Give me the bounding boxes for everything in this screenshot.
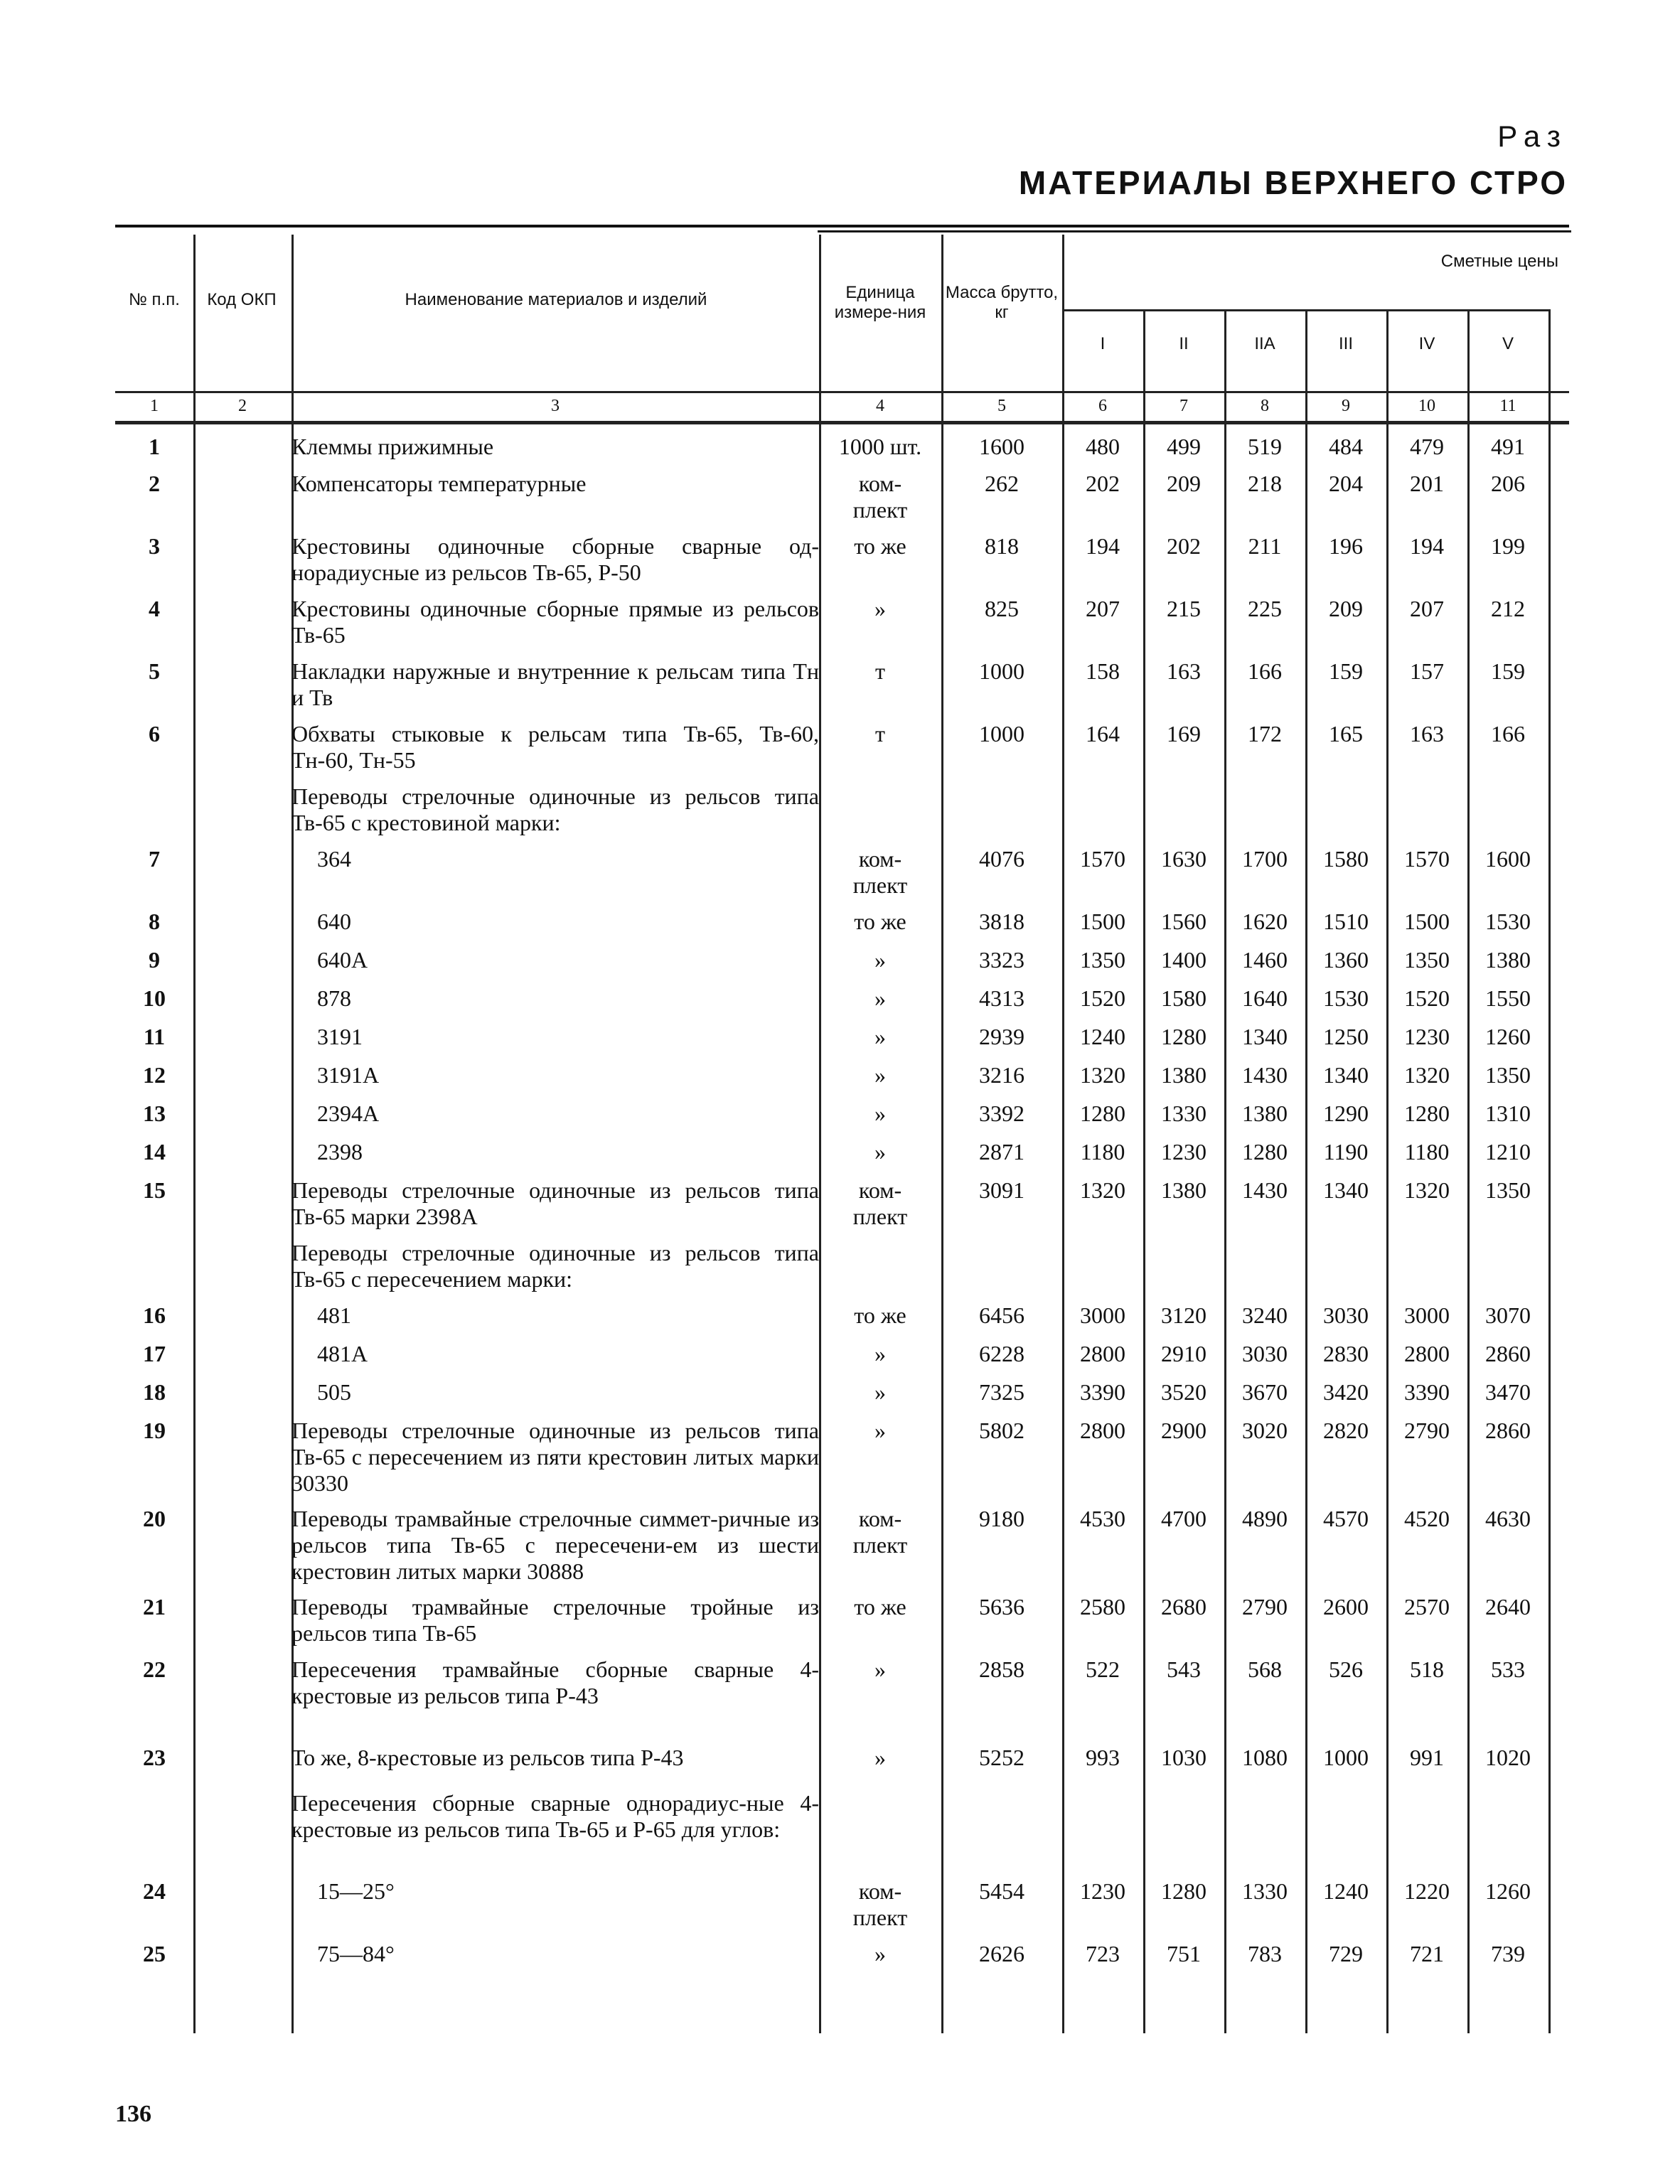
column-number: 5	[997, 397, 1006, 415]
row-divider	[1062, 309, 1548, 311]
item-unit: т	[875, 721, 885, 746]
item-mass: 3216	[979, 1062, 1024, 1088]
column-number: 8	[1261, 397, 1269, 415]
item-unit: ком- плект	[852, 1177, 908, 1229]
item-name: 2398	[317, 1139, 363, 1165]
item-price: 1260	[1485, 1878, 1531, 1904]
column-divider	[1224, 309, 1226, 2033]
item-price: 157	[1410, 658, 1444, 684]
item-price: 739	[1491, 1941, 1525, 1966]
page-number: 136	[115, 2101, 151, 2127]
item-price: 2900	[1161, 1418, 1207, 1443]
row-number: 23	[143, 1745, 166, 1770]
item-unit: »	[874, 1062, 886, 1088]
zone-header: IIА	[1254, 334, 1275, 353]
item-price: 201	[1410, 471, 1444, 496]
item-name: Переводы стрелочные одиночные из рельсов типа Тв-65 с крестовиной марки:	[291, 783, 819, 835]
row-number: 6	[149, 721, 160, 746]
item-price: 518	[1410, 1656, 1444, 1682]
item-name: Пересечения сборные сварные однорадиус-ные 4-крестовые из рельсов типа Тв-65 и Р-65 для углов:	[291, 1790, 819, 1842]
item-price: 206	[1491, 471, 1525, 496]
page-title: МАТЕРИАЛЫ ВЕРХНЕГО СТРО	[1018, 164, 1568, 201]
item-price: 2790	[1404, 1418, 1450, 1443]
item-name: Переводы трамвайные стрелочные симмет-ричные из рельсов типа Тв-65 с пересечени-ем из шести крестовин литых марки 30888	[291, 1506, 819, 1584]
item-mass: 5252	[979, 1745, 1024, 1770]
item-price: 1020	[1485, 1745, 1531, 1770]
header-mass: Масса брутто, кг	[945, 283, 1059, 322]
item-price: 2800	[1404, 1341, 1450, 1366]
item-price: 4700	[1161, 1506, 1207, 1531]
item-price: 3020	[1242, 1418, 1288, 1443]
row-number: 17	[143, 1341, 166, 1366]
row-number: 2	[149, 471, 160, 496]
item-price: 3670	[1242, 1379, 1288, 1405]
row-number: 5	[149, 658, 160, 684]
item-price: 196	[1329, 533, 1363, 559]
top-rule-secondary	[818, 230, 1571, 232]
item-name: 2394А	[317, 1101, 380, 1126]
row-number: 25	[143, 1941, 166, 1966]
row-number: 15	[143, 1177, 166, 1203]
item-mass: 825	[985, 596, 1019, 621]
item-mass: 7325	[979, 1379, 1024, 1405]
item-price: 1620	[1242, 909, 1288, 934]
row-number: 11	[143, 1024, 166, 1049]
item-price: 2830	[1323, 1341, 1369, 1366]
item-name: Переводы стрелочные одиночные из рельсов типа Тв-65 с пересечением марки:	[291, 1240, 819, 1292]
item-price: 4630	[1485, 1506, 1531, 1531]
item-unit: »	[874, 1941, 886, 1966]
item-price: 1520	[1404, 985, 1450, 1011]
item-price: 3030	[1323, 1302, 1369, 1328]
item-price: 3120	[1161, 1302, 1207, 1328]
item-price: 1500	[1404, 909, 1450, 934]
item-price: 1570	[1080, 846, 1125, 872]
item-price: 207	[1410, 596, 1444, 621]
item-mass: 2939	[979, 1024, 1024, 1049]
item-price: 159	[1329, 658, 1363, 684]
item-price: 480	[1086, 434, 1120, 459]
item-price: 1360	[1323, 947, 1369, 973]
item-price: 1380	[1161, 1177, 1207, 1203]
item-unit: то же	[854, 909, 906, 934]
row-number: 13	[143, 1101, 166, 1126]
item-unit: то же	[854, 1594, 906, 1620]
item-name: Переводы стрелочные одиночные из рельсов типа Тв-65 с пересечением из пяти крестовин литых марки 30330	[291, 1418, 819, 1496]
item-price: 164	[1086, 721, 1120, 746]
item-name: 481	[317, 1302, 351, 1328]
column-number: 10	[1418, 397, 1435, 415]
column-divider	[1305, 309, 1307, 2033]
item-price: 1240	[1323, 1878, 1369, 1904]
item-price: 4570	[1323, 1506, 1369, 1531]
item-unit: »	[874, 985, 886, 1011]
header-prices-group: Сметные цены	[1440, 252, 1558, 271]
item-price: 3470	[1485, 1379, 1531, 1405]
item-price: 1430	[1242, 1177, 1288, 1203]
item-price: 2640	[1485, 1594, 1531, 1620]
column-divider	[193, 235, 196, 2033]
item-price: 2580	[1080, 1594, 1125, 1620]
item-price: 1530	[1323, 985, 1369, 1011]
item-price: 1240	[1080, 1024, 1125, 1049]
item-price: 783	[1248, 1941, 1282, 1966]
item-mass: 818	[985, 533, 1019, 559]
item-price: 209	[1167, 471, 1201, 496]
item-price: 1280	[1080, 1101, 1125, 1126]
item-price: 1600	[1485, 846, 1531, 872]
item-price: 4520	[1404, 1506, 1450, 1531]
item-mass: 1600	[979, 434, 1024, 459]
row-number: 21	[143, 1594, 166, 1620]
item-unit: 1000 шт.	[838, 434, 922, 459]
zone-header: V	[1502, 334, 1514, 353]
item-price: 212	[1491, 596, 1525, 621]
item-price: 1380	[1161, 1062, 1207, 1088]
column-number: 7	[1179, 397, 1188, 415]
item-unit: т	[875, 658, 885, 684]
item-price: 165	[1329, 721, 1363, 746]
item-price: 225	[1248, 596, 1282, 621]
item-unit: »	[874, 1024, 886, 1049]
item-price: 1220	[1404, 1878, 1450, 1904]
item-price: 484	[1329, 434, 1363, 459]
item-price: 1520	[1080, 985, 1125, 1011]
row-number: 19	[143, 1418, 166, 1443]
item-price: 3070	[1485, 1302, 1531, 1328]
item-mass: 262	[985, 471, 1019, 496]
item-name: 640А	[317, 947, 368, 973]
item-price: 1400	[1161, 947, 1207, 973]
item-price: 159	[1491, 658, 1525, 684]
item-name: Компенсаторы температурные	[291, 471, 587, 496]
item-price: 1320	[1404, 1062, 1450, 1088]
item-mass: 3392	[979, 1101, 1024, 1126]
item-price: 1340	[1323, 1177, 1369, 1203]
column-divider	[1143, 309, 1145, 2033]
item-price: 1280	[1242, 1139, 1288, 1165]
column-divider	[1467, 309, 1470, 2033]
row-number: 7	[149, 846, 160, 872]
item-name: Крестовины одиночные сборные прямые из рельсов Тв-65	[291, 596, 819, 648]
column-number: 9	[1342, 397, 1350, 415]
item-name: 505	[317, 1379, 351, 1405]
zone-header: IV	[1418, 334, 1435, 353]
item-price: 522	[1086, 1656, 1120, 1682]
item-price: 519	[1248, 434, 1282, 459]
item-unit: »	[874, 1341, 886, 1366]
item-price: 4890	[1242, 1506, 1288, 1531]
item-price: 1250	[1323, 1024, 1369, 1049]
item-name: Пересечения трамвайные сборные сварные 4-крестовые из рельсов типа Р-43	[291, 1656, 819, 1708]
item-price: 207	[1086, 596, 1120, 621]
item-unit: »	[874, 1101, 886, 1126]
item-price: 1310	[1485, 1101, 1531, 1126]
item-mass: 9180	[979, 1506, 1024, 1531]
item-price: 1330	[1242, 1878, 1288, 1904]
column-number: 4	[876, 397, 884, 415]
item-price: 211	[1248, 533, 1282, 559]
row-number: 10	[143, 985, 166, 1011]
item-price: 1000	[1323, 1745, 1369, 1770]
item-unit: »	[874, 1418, 886, 1443]
item-name: 878	[317, 985, 351, 1011]
item-name: 15—25°	[317, 1878, 395, 1904]
item-mass: 3818	[979, 909, 1024, 934]
item-mass: 5802	[979, 1418, 1024, 1443]
item-price: 1260	[1485, 1024, 1531, 1049]
item-price: 1380	[1242, 1101, 1288, 1126]
row-divider	[115, 421, 1569, 424]
item-price: 1280	[1404, 1101, 1450, 1126]
item-name: 3191	[317, 1024, 363, 1049]
item-price: 1280	[1161, 1024, 1207, 1049]
item-price: 1030	[1161, 1745, 1207, 1770]
item-price: 1570	[1404, 846, 1450, 872]
item-price: 1530	[1485, 909, 1531, 934]
row-number: 22	[143, 1656, 166, 1682]
item-price: 1320	[1080, 1062, 1125, 1088]
item-price: 1180	[1080, 1139, 1125, 1165]
column-number: 11	[1499, 397, 1516, 415]
item-price: 166	[1491, 721, 1525, 746]
item-price: 2790	[1242, 1594, 1288, 1620]
item-mass: 3091	[979, 1177, 1024, 1203]
header-unit: Единица измере-ния	[834, 283, 926, 322]
item-price: 1230	[1080, 1878, 1125, 1904]
item-price: 479	[1410, 434, 1444, 459]
item-unit: ком- плект	[852, 471, 908, 523]
item-price: 1350	[1404, 947, 1450, 973]
item-price: 2600	[1323, 1594, 1369, 1620]
item-name: Накладки наружные и внутренние к рельсам типа Тн и Тв	[291, 658, 819, 710]
item-price: 991	[1410, 1745, 1444, 1770]
item-price: 1230	[1161, 1139, 1207, 1165]
zone-header: I	[1100, 334, 1106, 353]
item-price: 1510	[1323, 909, 1369, 934]
item-price: 169	[1167, 721, 1201, 746]
row-number: 3	[149, 533, 160, 559]
item-mass: 6456	[979, 1302, 1024, 1328]
item-price: 2860	[1485, 1341, 1531, 1366]
item-price: 1080	[1242, 1745, 1288, 1770]
item-price: 194	[1086, 533, 1120, 559]
item-price: 1230	[1404, 1024, 1450, 1049]
item-price: 1560	[1161, 909, 1207, 934]
zone-header: III	[1338, 334, 1353, 353]
item-price: 1430	[1242, 1062, 1288, 1088]
row-number: 20	[143, 1506, 166, 1531]
item-price: 163	[1167, 658, 1201, 684]
item-unit: ком- плект	[852, 1506, 908, 1558]
row-number: 8	[149, 909, 160, 934]
item-mass: 2871	[979, 1139, 1024, 1165]
item-price: 199	[1491, 533, 1525, 559]
row-number: 18	[143, 1379, 166, 1405]
column-divider	[1386, 309, 1389, 2033]
item-price: 1500	[1080, 909, 1125, 934]
item-price: 3420	[1323, 1379, 1369, 1405]
item-unit: »	[874, 1745, 886, 1770]
item-name: Клеммы прижимные	[291, 434, 494, 459]
row-number: 1	[149, 434, 160, 459]
item-price: 2860	[1485, 1418, 1531, 1443]
column-number: 3	[551, 397, 560, 415]
item-price: 1340	[1323, 1062, 1369, 1088]
item-mass: 1000	[979, 658, 1024, 684]
item-name: 3191А	[317, 1062, 380, 1088]
item-price: 1350	[1485, 1177, 1531, 1203]
column-divider	[1548, 309, 1551, 2033]
item-price: 721	[1410, 1941, 1444, 1966]
item-price: 172	[1248, 721, 1282, 746]
item-mass: 3323	[979, 947, 1024, 973]
item-price: 526	[1329, 1656, 1363, 1682]
item-price: 204	[1329, 471, 1363, 496]
item-unit: ком- плект	[852, 1878, 908, 1930]
item-price: 1640	[1242, 985, 1288, 1011]
item-price: 1330	[1161, 1101, 1207, 1126]
item-price: 202	[1086, 471, 1120, 496]
item-price: 2910	[1161, 1341, 1207, 1366]
column-number: 2	[238, 397, 247, 415]
column-number: 1	[150, 397, 159, 415]
item-price: 4530	[1080, 1506, 1125, 1531]
item-price: 1550	[1485, 985, 1531, 1011]
item-price: 166	[1248, 658, 1282, 684]
item-price: 3000	[1404, 1302, 1450, 1328]
item-price: 3390	[1080, 1379, 1125, 1405]
item-unit: »	[874, 1379, 886, 1405]
item-name: 640	[317, 909, 351, 934]
item-name: Крестовины одиночные сборные сварные од-норадиусные из рельсов Тв-65, Р-50	[291, 533, 819, 585]
item-price: 2820	[1323, 1418, 1369, 1443]
item-price: 158	[1086, 658, 1120, 684]
item-price: 1350	[1080, 947, 1125, 973]
item-price: 202	[1167, 533, 1201, 559]
item-price: 729	[1329, 1941, 1363, 1966]
item-price: 2570	[1404, 1594, 1450, 1620]
item-price: 1700	[1242, 846, 1288, 872]
row-number: 24	[143, 1878, 166, 1904]
item-unit: »	[874, 596, 886, 621]
item-mass: 1000	[979, 721, 1024, 746]
item-name: Переводы стрелочные одиночные из рельсов типа Тв-65 марки 2398А	[291, 1177, 819, 1229]
item-price: 1580	[1323, 846, 1369, 872]
item-price: 1350	[1485, 1062, 1531, 1088]
item-unit: »	[874, 1139, 886, 1165]
item-unit: то же	[854, 1302, 906, 1328]
item-price: 1340	[1242, 1024, 1288, 1049]
item-price: 3520	[1161, 1379, 1207, 1405]
item-price: 1460	[1242, 947, 1288, 973]
item-unit: ком- плект	[852, 846, 908, 898]
item-price: 1320	[1404, 1177, 1450, 1203]
item-mass: 5454	[979, 1878, 1024, 1904]
row-number: 9	[149, 947, 160, 973]
item-mass: 4076	[979, 846, 1024, 872]
item-price: 1290	[1323, 1101, 1369, 1126]
item-price: 163	[1410, 721, 1444, 746]
row-number: 4	[149, 596, 160, 621]
item-mass: 2858	[979, 1656, 1024, 1682]
item-price: 1380	[1485, 947, 1531, 973]
item-price: 1630	[1161, 846, 1207, 872]
item-price: 3000	[1080, 1302, 1125, 1328]
item-price: 1280	[1161, 1878, 1207, 1904]
item-mass: 4313	[979, 985, 1024, 1011]
item-price: 1580	[1161, 985, 1207, 1011]
item-price: 215	[1167, 596, 1201, 621]
item-price: 3240	[1242, 1302, 1288, 1328]
item-name: То же, 8-крестовые из рельсов типа Р-43	[291, 1745, 684, 1770]
row-number: 14	[143, 1139, 166, 1165]
row-divider	[115, 391, 1569, 393]
item-price: 1180	[1404, 1139, 1450, 1165]
item-name: Переводы трамвайные стрелочные тройные из рельсов типа Тв-65	[291, 1594, 819, 1646]
item-price: 491	[1491, 434, 1525, 459]
item-price: 1320	[1080, 1177, 1125, 1203]
top-rule	[115, 225, 1569, 228]
item-price: 3030	[1242, 1341, 1288, 1366]
item-price: 751	[1167, 1941, 1201, 1966]
item-mass: 5636	[979, 1594, 1024, 1620]
item-unit: »	[874, 947, 886, 973]
column-number: 6	[1098, 397, 1107, 415]
item-price: 218	[1248, 471, 1282, 496]
item-price: 3390	[1404, 1379, 1450, 1405]
item-price: 723	[1086, 1941, 1120, 1966]
header-name: Наименование материалов и изделий	[405, 290, 707, 309]
item-price: 2800	[1080, 1341, 1125, 1366]
item-price: 194	[1410, 533, 1444, 559]
row-number: 16	[143, 1302, 166, 1328]
zone-header: II	[1179, 334, 1189, 353]
item-name: 364	[317, 846, 351, 872]
header-num: № п.п.	[129, 290, 180, 309]
item-price: 2800	[1080, 1418, 1125, 1443]
item-price: 993	[1086, 1745, 1120, 1770]
item-price: 1210	[1485, 1139, 1531, 1165]
item-name: 481А	[317, 1341, 368, 1366]
item-price: 1190	[1323, 1139, 1369, 1165]
item-price: 568	[1248, 1656, 1282, 1682]
row-number: 12	[143, 1062, 166, 1088]
item-mass: 2626	[979, 1941, 1024, 1966]
item-name: Обхваты стыковые к рельсам типа Тв-65, Тв-60, Тн-60, Тн-55	[291, 721, 819, 773]
item-unit: то же	[854, 533, 906, 559]
item-price: 2680	[1161, 1594, 1207, 1620]
item-price: 209	[1329, 596, 1363, 621]
item-price: 499	[1167, 434, 1201, 459]
item-price: 533	[1491, 1656, 1525, 1682]
item-mass: 6228	[979, 1341, 1024, 1366]
item-name: 75—84°	[317, 1941, 395, 1966]
header-code: Код ОКП	[207, 290, 277, 309]
section-label: Раз	[1497, 119, 1568, 153]
item-unit: »	[874, 1656, 886, 1682]
item-price: 543	[1167, 1656, 1201, 1682]
